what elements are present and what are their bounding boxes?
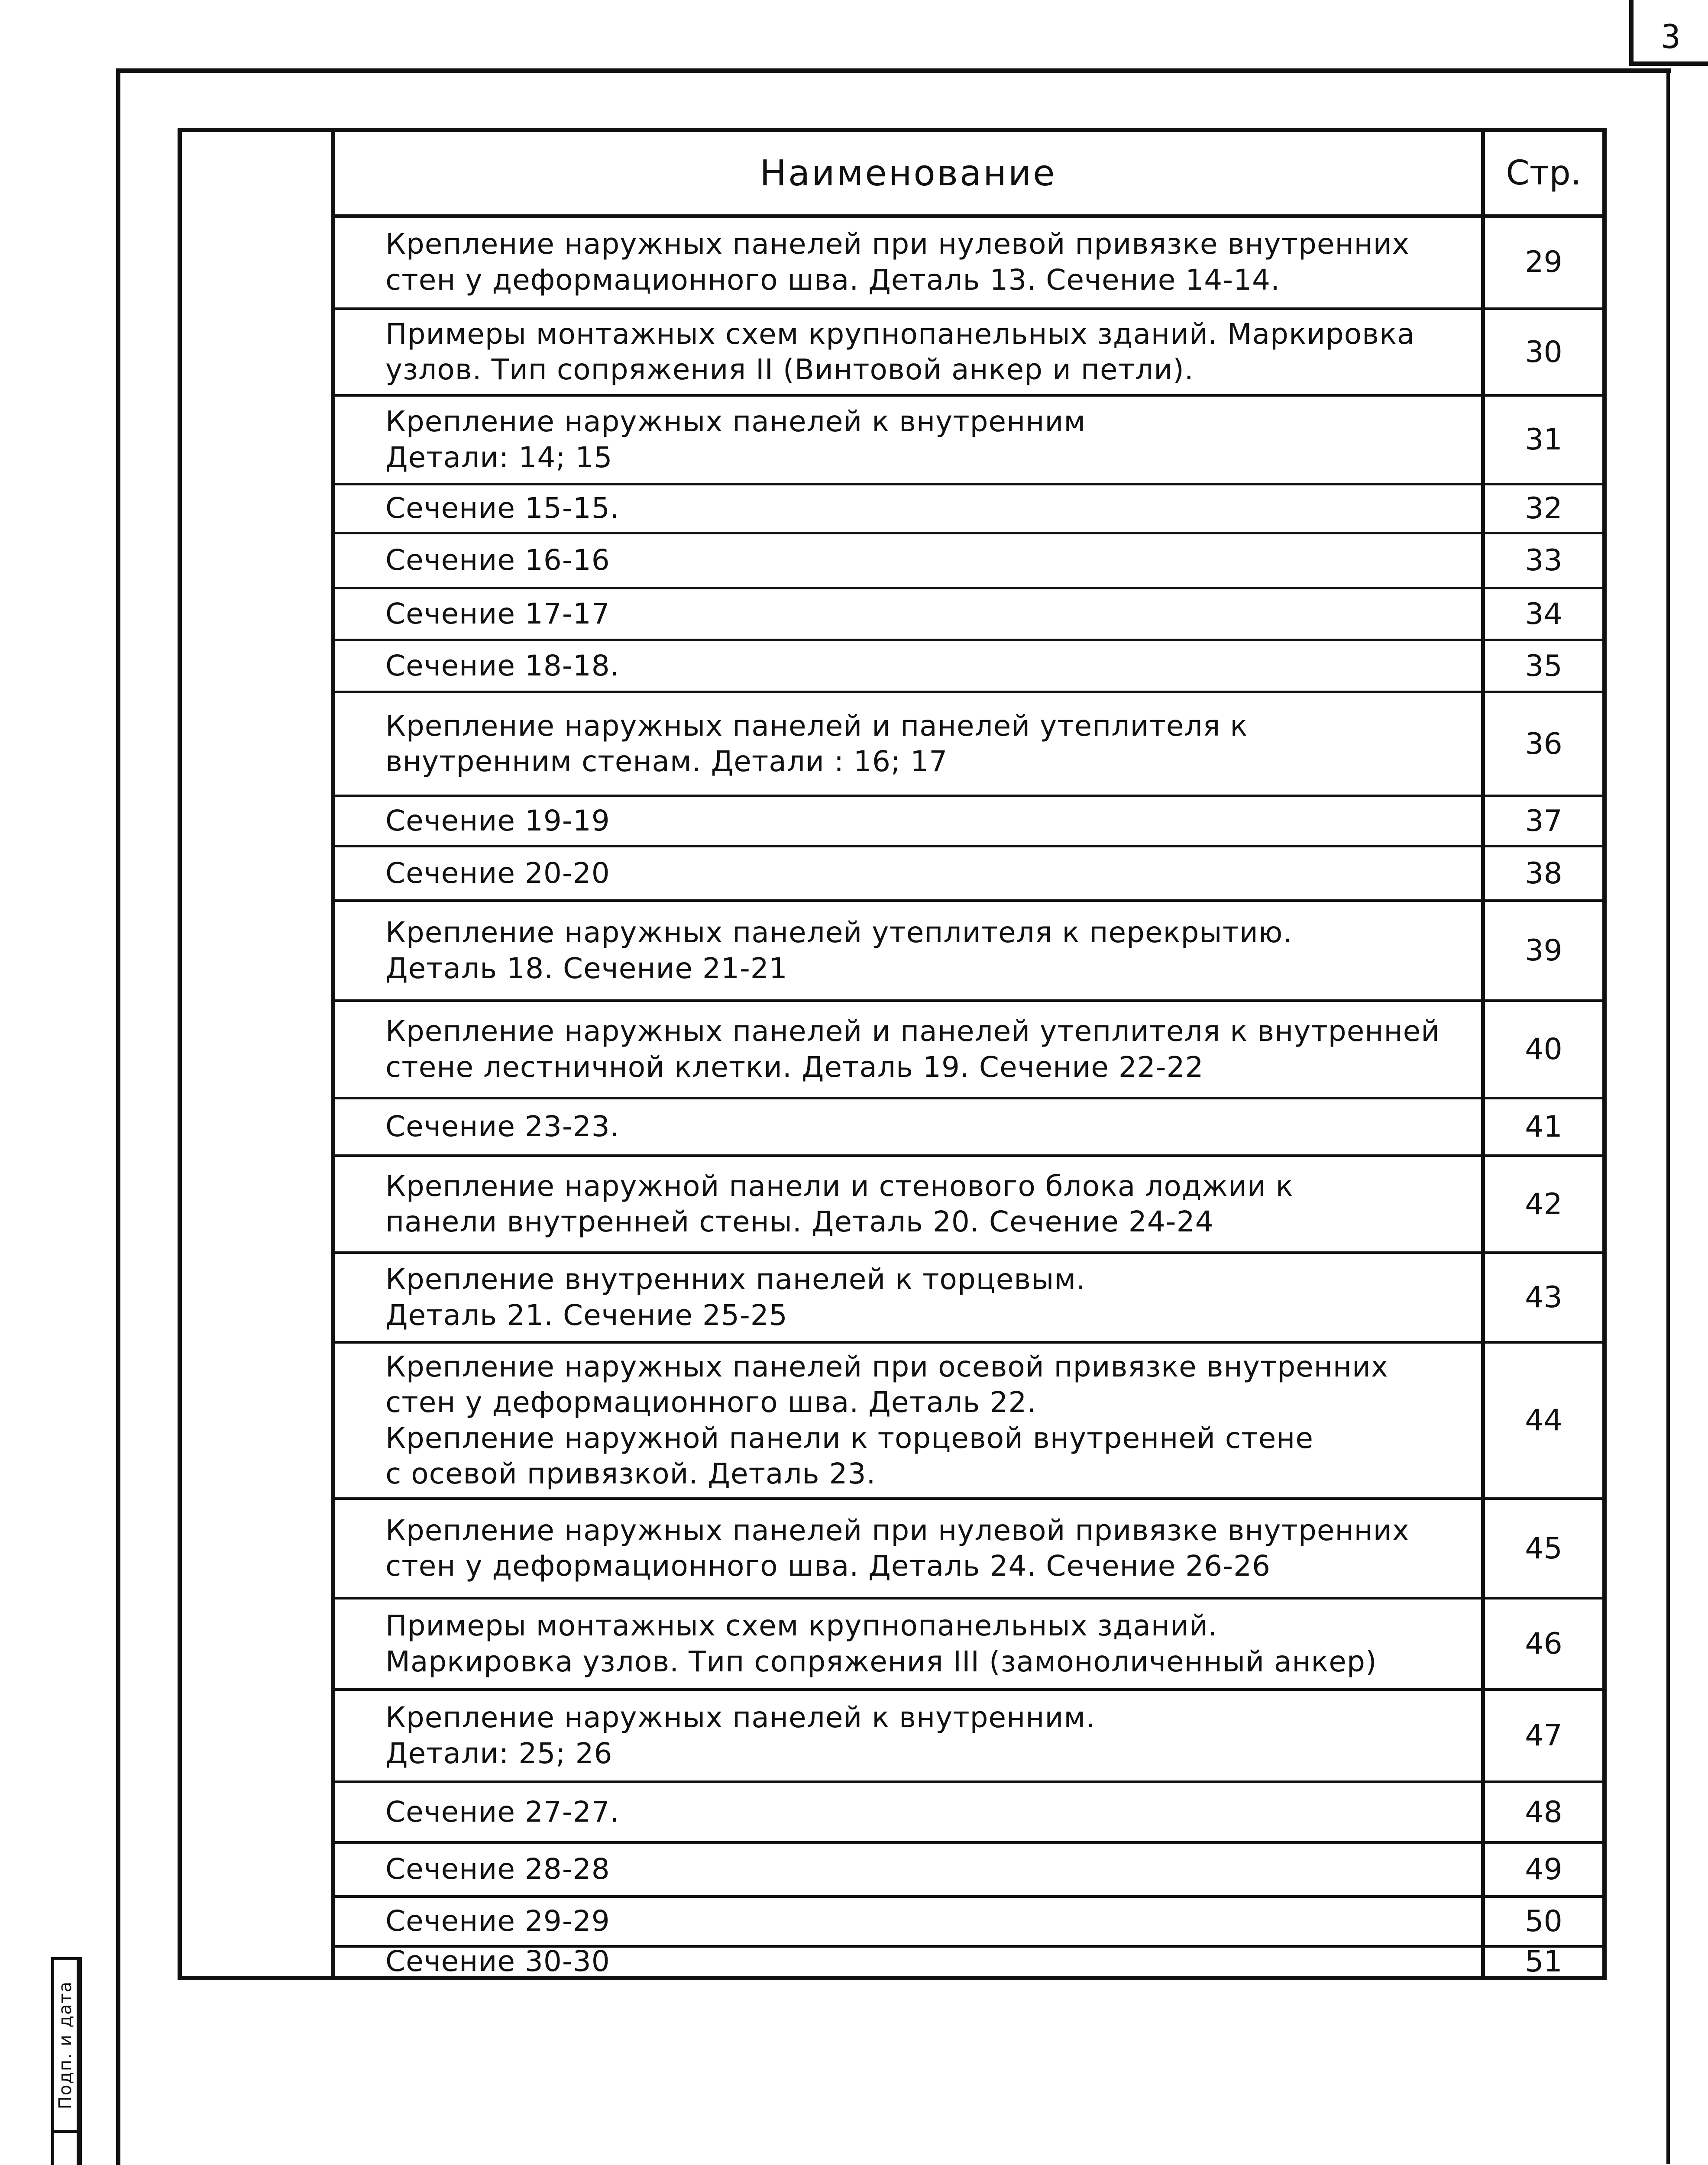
toc-entry-page: 41	[1525, 1110, 1562, 1144]
toc-entry-title	[385, 797, 1477, 845]
toc-entry-title	[385, 847, 1477, 899]
frame-right-border	[1666, 68, 1670, 2164]
approval-stamp	[51, 1957, 80, 2165]
toc-entry-title	[385, 641, 1477, 691]
toc-entry-title	[385, 693, 1477, 795]
toc-entry-page: 48	[1525, 1795, 1562, 1829]
toc-entry-title	[385, 902, 1477, 999]
column-header-name: Наименование	[760, 152, 1057, 194]
toc-entry-title	[385, 310, 1477, 394]
toc-entry-page: 42	[1525, 1187, 1562, 1221]
contents-table	[178, 128, 1607, 1980]
toc-entry-text: Сечение 16-16	[385, 543, 610, 577]
toc-entry-page: 38	[1525, 856, 1562, 891]
toc-entry-text: Крепление наружных панелей и панелей утеплителя к внутренней стене лестничной клетки. Деталь 19. Сечение 22-22	[385, 1015, 1440, 1084]
toc-entry-title	[385, 1157, 1477, 1251]
toc-entry-page: 30	[1525, 335, 1562, 369]
toc-entry-title	[385, 485, 1477, 532]
toc-entry-page: 49	[1525, 1852, 1562, 1887]
toc-entry-page: 47	[1525, 1719, 1562, 1753]
stamp-divider	[54, 2130, 77, 2133]
sheet-number-box	[1629, 0, 1708, 66]
toc-entry-text: Сечение 19-19	[385, 804, 610, 837]
toc-entry-text: Сечение 17-17	[385, 597, 610, 630]
table-page-divider	[1481, 132, 1485, 1976]
toc-entry-text: Крепление наружных панелей к внутренним Детали: 14; 15	[385, 405, 1086, 474]
toc-entry-page: 34	[1525, 597, 1562, 631]
toc-entry-title	[385, 1002, 1477, 1097]
toc-entry-text: Сечение 18-18.	[385, 649, 620, 682]
column-header-page: Стр.	[1506, 154, 1582, 193]
toc-entry-title	[385, 1344, 1477, 1497]
toc-entry-title	[385, 1099, 1477, 1154]
stamp-label-inventory	[54, 2133, 77, 2165]
toc-entry-page: 36	[1525, 727, 1562, 761]
toc-entry-title	[385, 1691, 1477, 1780]
toc-entry-page: 44	[1525, 1403, 1562, 1438]
toc-entry-page: 37	[1525, 804, 1562, 838]
toc-entry-text: Примеры монтажных схем крупнопанельных зданий. Маркировка узлов. Тип сопряжения II (Винтовой анкер и петли).	[385, 317, 1415, 386]
toc-entry-page: 29	[1525, 245, 1562, 279]
stamp-side-line	[80, 1957, 82, 2165]
toc-entry-page: 35	[1525, 649, 1562, 683]
toc-entry-page: 39	[1525, 934, 1562, 968]
toc-entry-text: Сечение 27-27.	[385, 1795, 620, 1829]
toc-entry-page: 33	[1525, 543, 1562, 578]
toc-entry-text: Сечение 15-15.	[385, 491, 620, 525]
toc-entry-title	[385, 589, 1477, 639]
toc-entry-title	[385, 534, 1477, 587]
toc-entry-text: Крепление наружных панелей при нулевой привязке внутренних стен у деформационного шва. Деталь 24. Сечение 26-26	[385, 1513, 1410, 1583]
toc-entry-title	[385, 1898, 1477, 1945]
toc-entry-text: Сечение 30-30	[385, 1945, 610, 1978]
toc-entry-page: 40	[1525, 1032, 1562, 1066]
toc-entry-title	[385, 1254, 1477, 1341]
toc-entry-title	[385, 1500, 1477, 1597]
toc-entry-text: Сечение 23-23.	[385, 1110, 620, 1144]
frame-top-border	[116, 68, 1671, 73]
toc-entry-text: Сечение 28-28	[385, 1852, 610, 1886]
toc-entry-text: Крепление наружных панелей при нулевой привязке внутренних стен у деформационного шва. Деталь 13. Сечение 14-14.	[385, 227, 1410, 297]
toc-entry-page: 45	[1525, 1531, 1562, 1566]
toc-entry-text: Крепление наружных панелей и панелей утеплителя к внутренним стенам. Детали : 16; 17	[385, 709, 1248, 778]
toc-entry-text: Крепление внутренних панелей к торцевым. Деталь 21. Сечение 25-25	[385, 1263, 1086, 1332]
toc-entry-text: Крепление наружной панели и стенового блока лоджии к панели внутренней стены. Деталь 20. Сечение 24-24	[385, 1169, 1294, 1238]
toc-entry-page: 51	[1525, 1945, 1562, 1979]
toc-entry-title	[385, 1783, 1477, 1841]
toc-entry-title	[385, 1600, 1477, 1688]
toc-entry-text: Примеры монтажных схем крупнопанельных зданий. Маркировка узлов. Тип сопряжения III (замоноличенный анкер)	[385, 1609, 1377, 1678]
toc-entry-page: 46	[1525, 1627, 1562, 1661]
sheet-number: 3	[1661, 17, 1681, 56]
toc-entry-page: 50	[1525, 1904, 1562, 1939]
frame-left-border	[116, 68, 120, 2165]
table-left-divider	[331, 132, 335, 1976]
toc-entry-page: 32	[1525, 491, 1562, 526]
toc-entry-text: Сечение 20-20	[385, 856, 610, 890]
toc-entry-title	[385, 397, 1477, 483]
toc-entry-title	[385, 217, 1477, 307]
toc-entry-page: 31	[1525, 423, 1562, 457]
stamp-label-signature: Подп. и дата	[55, 1981, 76, 2110]
toc-entry-text: Сечение 29-29	[385, 1904, 610, 1938]
toc-entry-text: Крепление наружных панелей к внутренним. Детали: 25; 26	[385, 1701, 1096, 1770]
toc-entry-title	[385, 1945, 1477, 1978]
toc-entry-text: Крепление наружных панелей утеплителя к перекрытию. Деталь 18. Сечение 21-21	[385, 916, 1293, 985]
toc-entry-text: Крепление наружных панелей при осевой привязке внутренних стен у деформационного шва. Деталь 22. Крепление наружной панели к торцевой внутренней стене с осевой привязкой. Деталь 23.	[385, 1350, 1388, 1490]
toc-entry-page: 43	[1525, 1280, 1562, 1315]
toc-entry-title	[385, 1844, 1477, 1895]
